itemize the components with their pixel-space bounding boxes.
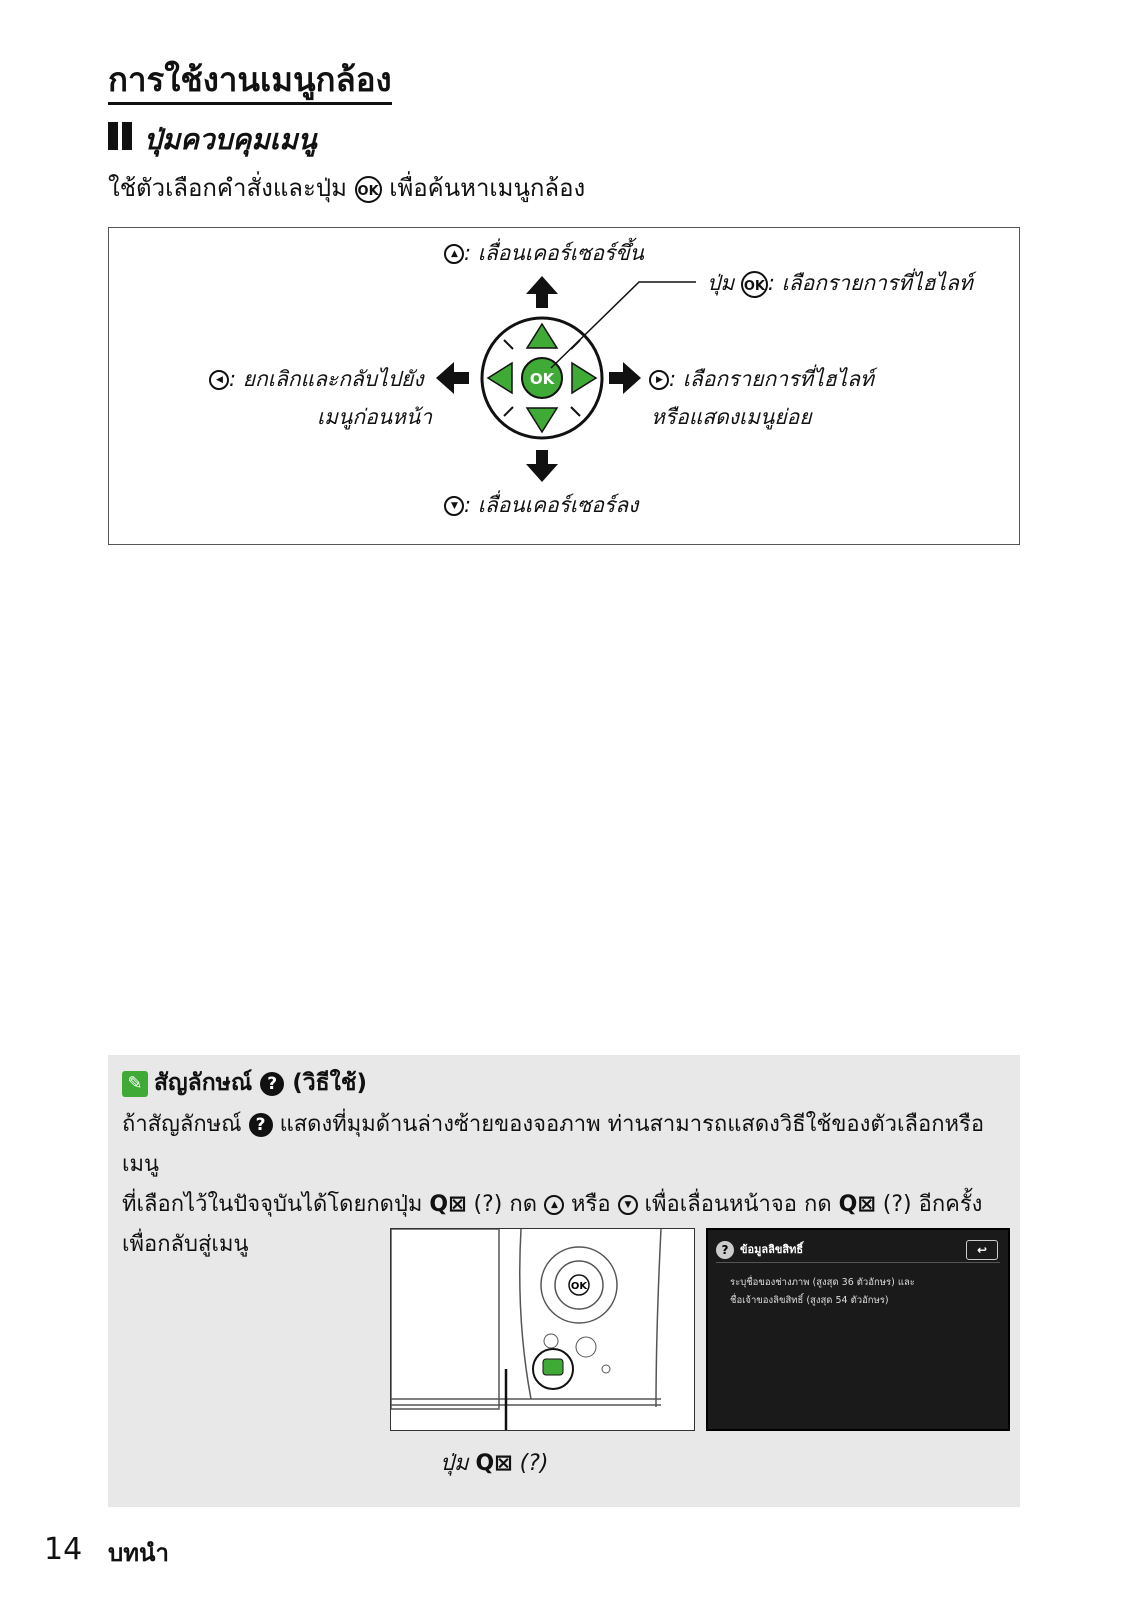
ok-button-icon: OK — [355, 176, 382, 203]
note-line-1: ถ้าสัญลักษณ์ ? แสดงที่มุมด้านล่างซ้ายของจอภาพ ท่านสามารถแสดงวิธีใช้ของตัวเลือกหรือเมนู — [122, 1112, 985, 1177]
intro-before: ใช้ตัวเลือกคำสั่งและปุ่ม — [108, 174, 347, 202]
help-screen-title: ข้อมูลลิขสิทธิ์ — [740, 1243, 804, 1256]
selector-left-mini-icon: ◀ — [209, 370, 229, 390]
zoom-out-key-icon: Q⊠ — [475, 1451, 513, 1476]
arrow-right-icon — [609, 362, 641, 394]
chapter-label: บทนำ — [108, 1539, 169, 1567]
intro-text — [108, 170, 585, 206]
help-screen-text: ระบุชื่อของช่างภาพ (สูงสุด 36 ตัวอักษร) และ ชื่อเจ้าของลิขสิทธิ์ (สูงสุด 54 ตัวอักษร) — [730, 1277, 915, 1306]
help-screen-icon: ? — [716, 1241, 734, 1259]
menu-controls-diagram — [108, 227, 1020, 545]
ok-center-label: OK — [529, 370, 555, 388]
selector-down-mini-icon: ▼ — [618, 1195, 638, 1215]
section-heading — [108, 120, 317, 161]
selector-up-mini-icon: ▲ — [544, 1195, 564, 1215]
zoom-out-key-icon: Q⊠ — [429, 1192, 467, 1217]
right-label-line1: ▶ : เลือกรายการที่ไฮไลท์ — [649, 364, 874, 394]
zoom-out-key-icon: Q⊠ — [838, 1192, 876, 1217]
right-label-line2: หรือแสดงเมนูย่อย — [651, 405, 812, 429]
left-label-line2: เมนูก่อนหน้า — [317, 405, 433, 429]
back-icon: ↩ — [966, 1240, 998, 1260]
arrow-up-icon — [526, 276, 558, 308]
delete-button — [576, 1337, 596, 1357]
selector-up-mini-icon: ▲ — [444, 244, 464, 264]
help-icon-inline: ? — [249, 1113, 273, 1137]
note-line-3: เพื่อกลับสู่เมนู — [122, 1232, 249, 1257]
page-title: การใช้งานเมนูกล้อง — [108, 60, 392, 105]
left-label-line1: ◀ : ยกเลิกและกลับไปยัง — [209, 364, 424, 394]
page-number: 14 — [44, 1532, 83, 1567]
ok-label: ปุ่ม OK : เลือกรายการที่ไฮไลท์ — [707, 268, 973, 298]
arrow-down-icon — [526, 450, 558, 482]
selector-down-mini-icon: ▼ — [444, 496, 464, 516]
pencil-note-icon: ✎ — [122, 1071, 148, 1097]
zoom-in-button — [544, 1334, 558, 1348]
note-title: ✎ สัญลักษณ์ ? (วิธีใช้) — [122, 1067, 367, 1099]
camera-back-illustration — [390, 1228, 695, 1431]
camera-back-drawing — [391, 1229, 695, 1431]
arrow-left-icon — [436, 362, 469, 394]
button-caption: ปุ่ม Q⊠ (?) — [440, 1451, 549, 1476]
help-screen-display — [706, 1228, 1010, 1431]
help-screen-header — [716, 1238, 1000, 1263]
selector-right-mini-icon: ▶ — [649, 370, 669, 390]
down-label: ▼ : เลื่อนเคอร์เซอร์ลง — [444, 490, 638, 520]
ok-badge-icon: OK — [741, 271, 768, 298]
section-heading-text: ปุ่มควบคุมเมนู — [144, 123, 317, 156]
up-label: ▲ : เลื่อนเคอร์เซอร์ขึ้น — [444, 238, 644, 268]
intro-after: เพื่อค้นหาเมนูกล้อง — [389, 174, 586, 202]
note-line-2: ที่เลือกไว้ในปัจจุบันได้โดยกดปุ่ม Q⊠ (?) กด ▲ หรือ ▼ เพื่อเลื่อนหน้าจอ กด Q⊠ (?) อีกครั้ง — [122, 1192, 983, 1217]
section-marker-icon — [108, 121, 136, 161]
svg-text:OK: OK — [570, 1281, 588, 1292]
help-icon: ? — [260, 1072, 284, 1096]
